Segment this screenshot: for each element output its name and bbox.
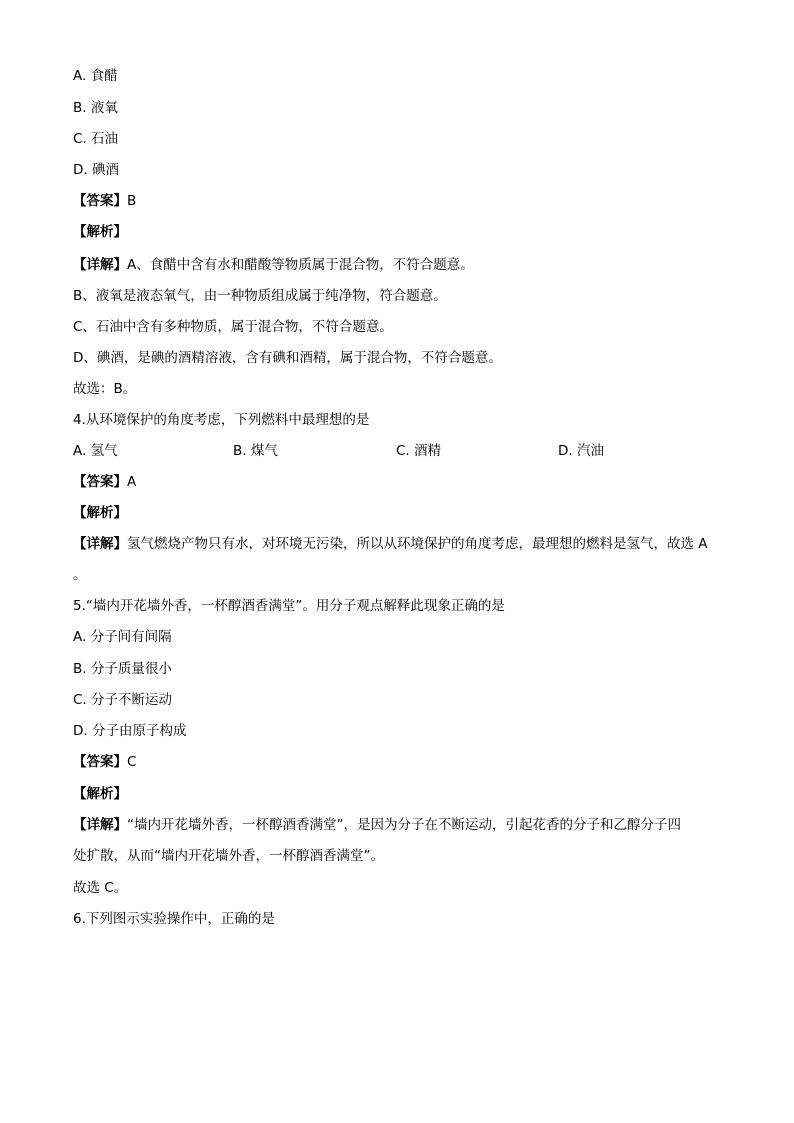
- q4-question: 4.从环境保护的角度考虑，下列燃料中最理想的是: [73, 412, 370, 428]
- answer-tag: 【答案】: [73, 193, 127, 209]
- q5-detail-line-1: [73, 816, 681, 834]
- q3-option-a: A. 食醋: [73, 68, 118, 84]
- q3-option-c: C. 石油: [73, 131, 119, 147]
- q5-question: 5.“墙内开花墙外香，一杯醇酒香满堂”。用分子观点解释此现象正确的是: [73, 598, 505, 614]
- q3-conclusion: 故选：B。: [73, 381, 137, 397]
- analysis-tag: 【解析】: [73, 505, 127, 521]
- q5-option-d: D. 分子由原子构成: [73, 723, 187, 739]
- q4-options-row: [73, 442, 733, 460]
- analysis-tag: 【解析】: [73, 786, 127, 802]
- q4-option-b: B. 煤气: [233, 443, 278, 459]
- detail-tag: 【详解】: [73, 536, 127, 552]
- detail-tag: 【详解】: [73, 257, 127, 273]
- q4-option-a: A. 氢气: [73, 443, 118, 459]
- analysis-tag: 【解析】: [73, 224, 127, 240]
- q3-detail-text-1: A、食醋中含有水和醋酸等物质属于混合物，不符合题意。: [127, 257, 474, 273]
- q4-detail-text-1: 氢气燃烧产物只有水，对环境无污染，所以从环境保护的角度考虑，最理想的燃料是氢气，故选 A: [127, 536, 708, 552]
- q4-option-d: D. 汽油: [558, 443, 604, 459]
- q3-answer-line: [73, 192, 136, 210]
- detail-tag: 【详解】: [73, 817, 127, 833]
- q5-answer: C: [127, 754, 137, 770]
- q3-detail-line-1: [73, 256, 474, 274]
- q5-option-b: B. 分子质量很小: [73, 661, 172, 677]
- answer-tag: 【答案】: [73, 754, 127, 770]
- q4-answer: A: [127, 474, 137, 490]
- q4-detail-line-1: [73, 535, 708, 553]
- q3-detail-line-2: B、液氧是液态氧气，由一种物质组成属于纯净物，符合题意。: [73, 288, 447, 304]
- q4-answer-line: [73, 473, 136, 491]
- q3-option-d: D. 碘酒: [73, 162, 119, 178]
- q6-question: 6.下列图示实验操作中，正确的是: [73, 911, 275, 927]
- q4-option-c: C. 酒精: [396, 443, 442, 459]
- q3-option-b: B. 液氧: [73, 100, 118, 116]
- q5-answer-line: [73, 753, 136, 771]
- q5-conclusion: 故选 C。: [73, 880, 128, 896]
- q5-option-c: C. 分子不断运动: [73, 692, 173, 708]
- q4-detail-line-2: 。: [73, 567, 87, 583]
- q3-detail-line-3: C、石油中含有多种物质，属于混合物，不符合题意。: [73, 319, 393, 335]
- q5-analysis-line: [73, 785, 127, 803]
- q5-detail-text-1: “墙内开花墙外香，一杯醇酒香满堂”，是因为分子在不断运动，引起花香的分子和乙醇分子四: [127, 817, 681, 833]
- q4-analysis-line: [73, 504, 127, 522]
- q3-detail-line-4: D、碘酒，是碘的酒精溶液，含有碘和酒精，属于混合物，不符合题意。: [73, 350, 502, 366]
- q5-option-a: A. 分子间有间隔: [73, 629, 172, 645]
- answer-tag: 【答案】: [73, 474, 127, 490]
- q3-answer: B: [127, 193, 137, 209]
- q5-detail-line-2: 处扩散，从而“墙内开花墙外香，一杯醇酒香满堂”。: [73, 848, 384, 864]
- q3-analysis-line: [73, 223, 127, 241]
